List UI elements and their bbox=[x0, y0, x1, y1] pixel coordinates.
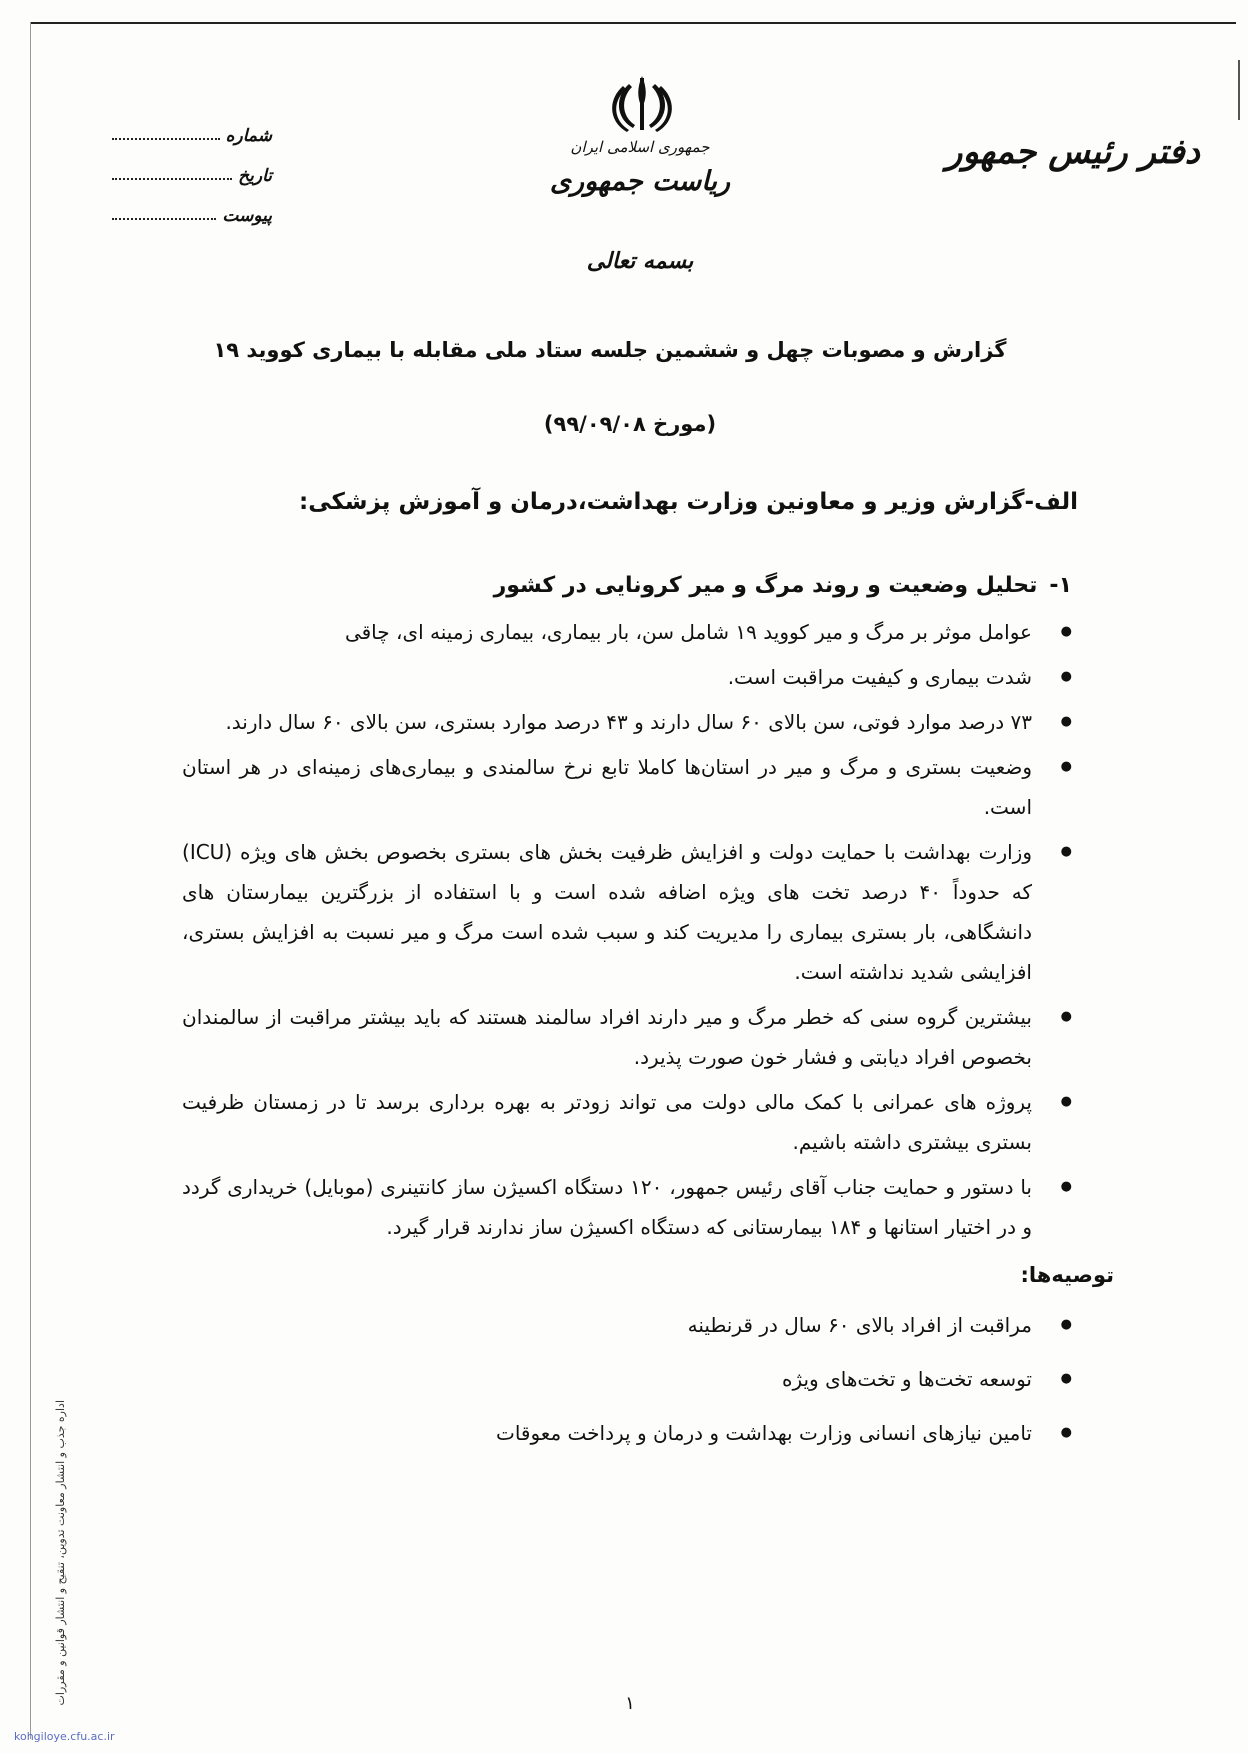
meta-date-dots bbox=[112, 178, 232, 180]
bullet-item: ● ۷۳ درصد موارد فوتی، سن بالای ۶۰ سال دارند و ۴۳ درصد موارد بستری، سن بالای ۶۰ سال دارند. bbox=[182, 702, 1072, 742]
item-1-heading bbox=[182, 566, 1072, 606]
page-number: ۱ bbox=[625, 1693, 635, 1714]
meta-number-row bbox=[112, 106, 272, 146]
emblem-icon bbox=[607, 70, 677, 140]
letterhead-country: جمهوری اسلامی ایران bbox=[570, 138, 710, 156]
recommendations-heading: توصیه‌ها: bbox=[1020, 1263, 1114, 1287]
recommendation-item: ● توسعه تخت‌ها و تخت‌های ویژه bbox=[182, 1359, 1072, 1399]
meta-attachment-dots bbox=[112, 218, 216, 220]
bullet-item: ● بیشترین گروه سنی که خطر مرگ و میر دارند افراد سالمند هستند که باید بیشتر مراقبت از سالمندان بخصوص افراد دیابتی و فشار خون صورت پذیرد. bbox=[182, 997, 1072, 1077]
bullet-item: ● وضعیت بستری و مرگ و میر در استان‌ها کاملا تابع نرخ سالمندی و بیماری‌های زمینه‌ای در هر استان است. bbox=[182, 747, 1072, 827]
recommendations-list bbox=[182, 1305, 1072, 1453]
page-border-left bbox=[30, 22, 31, 1739]
watermark: kohgiloye.cfu.ac.ir bbox=[14, 1730, 115, 1743]
meta-date-row bbox=[112, 146, 272, 186]
bullet-list bbox=[182, 612, 1072, 1247]
meta-number-label: شماره bbox=[225, 126, 272, 146]
recommendation-item: ● تامین نیازهای انسانی وزارت بهداشت و درمان و پرداخت معوقات bbox=[182, 1413, 1072, 1453]
bullet-item: ● عوامل موثر بر مرگ و میر کووید ۱۹ شامل سن، بار بیماری، بیماری زمینه ای، چاقی bbox=[182, 612, 1072, 652]
meta-attachment-label: پیوست bbox=[222, 206, 272, 226]
item-1-title: تحلیل وضعیت و روند مرگ و میر کرونایی در کشور bbox=[493, 573, 1038, 598]
item-1-number: ۱- bbox=[1049, 573, 1072, 598]
bullet-item: ● پروژه های عمرانی با کمک مالی دولت می تواند زودتر به بهره برداری برسد تا در زمستان ظرفیت بستری بیشتری داشته باشیم. bbox=[182, 1082, 1072, 1162]
bullet-item: ● وزارت بهداشت با حمایت دولت و افزایش ظرفیت بخش های بستری بخصوص بخش های ویژه (ICU) که حدوداً ۴۰ درصد تخت های ویژه اضافه شده است و با استفاده از بزرگترین بیمارستان های دانشگاهی، بار بستری بیماری را مدیریت کند و سبب شده است مرگ و میر نسبت به افزایش بستری، افزایشی شدید نداشته است. bbox=[182, 832, 1072, 992]
side-note: اداره جذب و انتشار معاونت تدوین، تنقیح و انتشار قوانین و مقررات bbox=[54, 1400, 67, 1706]
bullet-item: ● شدت بیماری و کیفیت مراقبت است. bbox=[182, 657, 1072, 697]
letterhead-presidency: ریاست جمهوری bbox=[549, 166, 731, 197]
document-title: گزارش و مصوبات چهل و ششمین جلسه ستاد ملی مقابله با بیماری کووید ۱۹ bbox=[213, 338, 1007, 362]
document-body bbox=[182, 566, 1114, 1467]
meta-number-dots bbox=[112, 138, 220, 140]
page-border-top bbox=[30, 22, 1236, 24]
document-date: (مورخ ۹۹/۰۹/۰۸) bbox=[543, 412, 717, 436]
letter-meta-fields bbox=[112, 106, 272, 226]
bullet-item: ● با دستور و حمایت جناب آقای رئیس جمهور، ۱۲۰ دستگاه اکسیژن ساز کانتینری (موبایل) خریداری گردد و در اختیار استانها و ۱۸۴ بیمارستانی که دستگاه اکسیژن ساز ندارند قرار گیرد. bbox=[182, 1167, 1072, 1247]
meta-attachment-row bbox=[112, 186, 272, 226]
scan-artifact bbox=[1232, 60, 1240, 120]
letterhead-office: دفتر رئیس جمهور bbox=[946, 132, 1200, 172]
meta-date-label: تاریخ bbox=[238, 166, 272, 186]
letterhead-bismillah: بسمه تعالی bbox=[586, 248, 694, 274]
section-a-heading: الف-گزارش وزیر و معاونین وزارت بهداشت،درمان و آموزش پزشکی: bbox=[299, 489, 1078, 515]
recommendation-item: ● مراقبت از افراد بالای ۶۰ سال در قرنطینه bbox=[182, 1305, 1072, 1345]
